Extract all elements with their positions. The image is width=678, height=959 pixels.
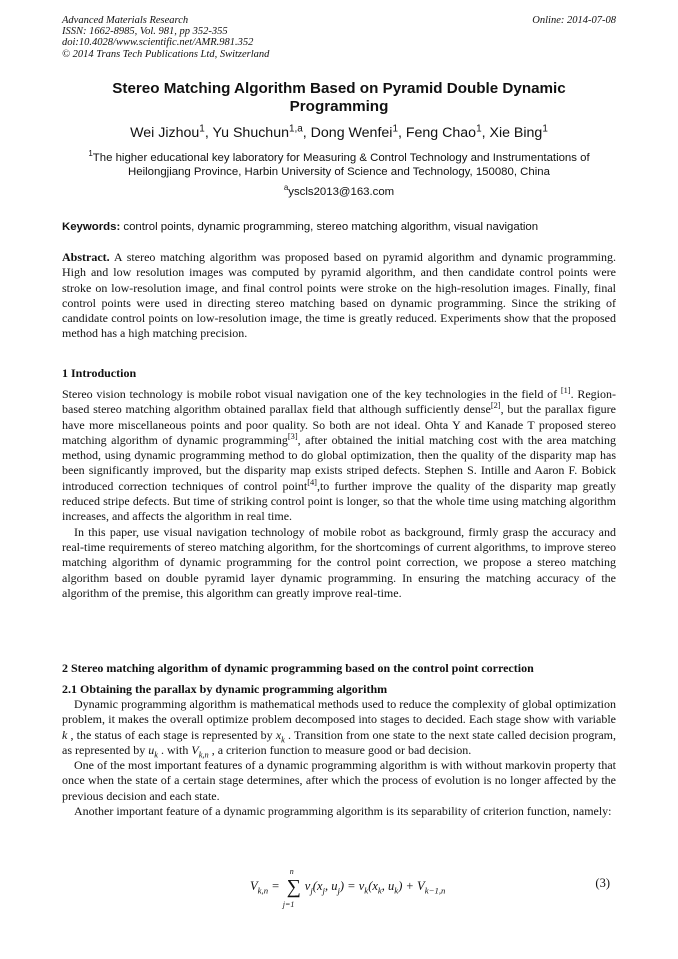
- section-heading: 2 Stereo matching algorithm of dynamic programming based on the control point correction: [62, 661, 534, 675]
- paragraph: Stereo vision technology is mobile robot visual navigation one of the key technologies in the field of [1]. Region-based stereo matching algorithm obtained parallax field that although sufficiently dense[2], but the parallax figure have more miscellaneous points and poor quality. So both are not ideal. Ohta Y and Kanade T proposed stereo matching algorithm of dynamic programming[3], after obtained the initial matching cost with the area matching method, using dynamic programming method to do global optimization, then the quality of the disparity map has been significantly improved, but the disparity map exists striped defects. Stephen S. Intille and Aaron F. Bobick introduced correction techniques of control point[4],to further improve the quality of the disparity map greatly reduced stripe defects. But time of striking control point is longer, so that the whole time using matching algorithm increases, and affects the algorithm in real time.: [62, 386, 617, 524]
- copyright-line: © 2014 Trans Tech Publications Ltd, Switzerland: [62, 48, 270, 60]
- email[interactable]: $^a$yscls2013@163.com: [283, 183, 395, 198]
- keywords: Keywords: control points, dynamic programming, stereo matching algorithm, visual navigation: [62, 221, 539, 233]
- author-list: Wei Jizhou$^1$, Yu Shuchun$^{1,a}$, Dong Wenfei$^1$, Feng Chao$^1$, Xie Bing$^1$: [130, 123, 548, 141]
- author: Feng Chao: [405, 125, 477, 141]
- summation-symbol: ∑ n j=1: [282, 867, 301, 909]
- journal-header: [62, 15, 616, 60]
- paper-title: Stereo Matching Algorithm Based on Pyramid Double Dynamic Programming: [112, 80, 566, 115]
- citation[interactable]: [4]: [307, 477, 317, 487]
- subsection-heading: 2.1 Obtaining the parallax by dynamic programming algorithm: [62, 682, 388, 696]
- author: Yu Shuchun: [212, 125, 289, 141]
- online-date: Online: 2014-07-08: [532, 15, 616, 26]
- author: Wei Jizhou: [130, 125, 200, 141]
- affiliation: $^1$The higher educational key laboratory for Measuring & Control Technology and Instrumentations of Heilongjiang Province, Harbin University of Science and Technology, 150080, China: [88, 149, 590, 178]
- paragraph: In this paper, use visual navigation technology of mobile robot as background, firmly grasp the accuracy and real-time requirements of stereo matching algorithm, for the shortcomings of current algorithms, to improve stereo matching algorithm of dynamic programming for the control point correction, we propose a stereo matching algorithm based on double pyramid layer dynamic programming. In ensuring the matching accuracy of the algorithm of the premise, this algorithm can greatly improve real-time.: [62, 524, 616, 600]
- citation[interactable]: [1]: [560, 386, 571, 395]
- abstract: [62, 250, 616, 342]
- section-heading: 1 Introduction: [62, 366, 137, 380]
- abstract-label: Abstract.: [62, 250, 110, 264]
- author: Dong Wenfei: [310, 125, 393, 141]
- journal-name: Advanced Materials Research: [62, 15, 189, 26]
- paragraph: One of the most important features of a dynamic programming algorithm is with without markovin property that once when the state of a certain stage determines, after which the process of evolution is no longer affected by the previous decision and each state.: [62, 758, 616, 803]
- equation-number: (3): [595, 876, 610, 890]
- doi-line[interactable]: doi:10.4028/www.scientific.net/AMR.981.352: [62, 37, 254, 49]
- issn-line: ISSN: 1662-8985, Vol. 981, pp 352-355: [62, 26, 228, 38]
- author: Xie Bing: [489, 125, 543, 141]
- section-2-1-body: [62, 697, 616, 819]
- citation[interactable]: [2]: [490, 401, 501, 411]
- paragraph: Dynamic programming algorithm is mathematical methods used to reduce the complexity of global optimization problem, it makes the overall optimize problem decomposed into stages to decided. Each stage show with variable k , the status of each stage is represented by $x_k$ . Transition from one state to the next state called decision program, as represented by $u_k$ . with $V_{k,n}$ , a criterion function to measure good or bad decision.: [62, 697, 617, 760]
- equation-expression: $V_{k,n}$ = ∑ n j=1 $v_j(x_j$, $u_j) = v_k(x_k$, $u_k) + V_{k-1,n}$: [250, 867, 446, 909]
- equation-3: [62, 867, 616, 910]
- abstract-text: A stereo matching algorithm was proposed based on pyramid algorithm and dynamic programming. High and low resolution images was computed by pyramid algorithm, and then candidate control points were stroke on low-resolution image, and final control points were stroke on the high-resolution images. Finally, final control points were used in directing stereo matching based on dynamic programming. Since the striking of candidate control points on low-resolution image, the time is greatly reduced. Experiments show that the proposed method has a high matching precision.: [62, 250, 616, 341]
- section-1-body: [62, 387, 616, 601]
- citation[interactable]: [3]: [287, 431, 298, 441]
- paragraph: Another important feature of a dynamic programming algorithm is its separability of criterion function, namely:: [74, 804, 612, 819]
